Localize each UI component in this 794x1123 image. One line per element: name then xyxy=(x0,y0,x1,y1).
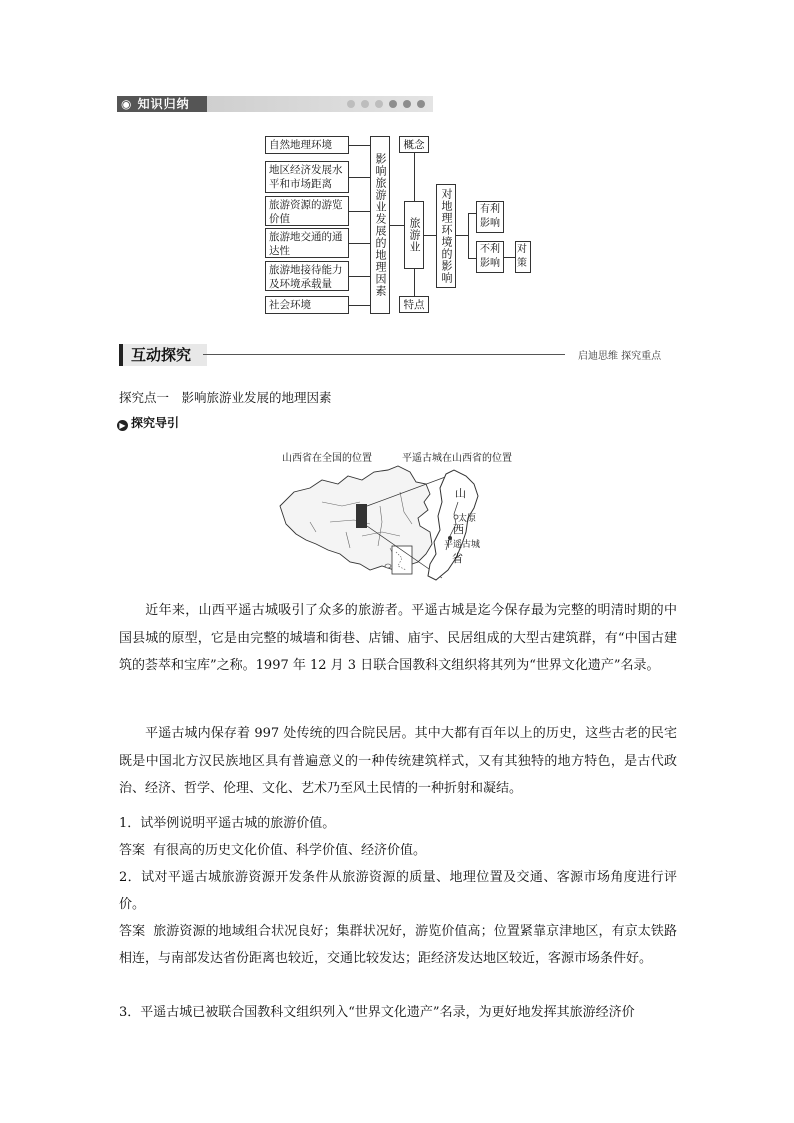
answer-text: 有很高的历史文化价值、科学价值、经济价值。 xyxy=(153,843,427,858)
favorable-box: 有利影响 xyxy=(476,201,504,233)
banner-label: ◉ 知识归纳 xyxy=(121,97,190,111)
answer-label: 答案 xyxy=(119,924,146,939)
map-label-taiyuan: 太原 xyxy=(458,514,477,524)
factor-box: 旅游地接待能力及环境承载量 xyxy=(265,261,349,291)
measures-box: 对策 xyxy=(515,241,531,273)
section-header-tagline: 启迪思维 探究重点 xyxy=(578,351,662,362)
shanxi-highlight xyxy=(356,504,367,528)
map-figure xyxy=(270,462,500,586)
answer-label: 答案 xyxy=(119,843,146,858)
env-effect-box: 对地理环境的影响 xyxy=(436,184,456,288)
map-label-xi: 西 xyxy=(453,523,464,536)
feature-box: 特点 xyxy=(399,296,429,313)
inquiry-guide-heading xyxy=(117,414,179,431)
body-paragraph xyxy=(119,720,677,803)
influence-factors-box: 影响旅游业发展的地理因素 xyxy=(370,136,390,314)
factor-box: 地区经济发展水平和市场距离 xyxy=(265,161,349,193)
inquiry-point-title: 探究点一 影响旅游业发展的地理因素 xyxy=(119,390,332,405)
factor-box: 社会环境 xyxy=(265,296,349,314)
tourism-box: 旅游业 xyxy=(404,201,424,269)
question-2: 2．试对平遥古城旅游资源开发条件从旅游资源的质量、地理位置及交通、客源市场角度进行评价。 xyxy=(119,870,677,912)
unfavorable-box: 不利影响 xyxy=(476,241,504,273)
knowledge-summary-banner xyxy=(117,96,433,112)
banner-dots xyxy=(347,100,425,108)
paragraph-text: 近年来，山西平遥古城吸引了众多的旅游者。平遥古城是迄今保存最为完整的明清时期的中国县城的原型，它是由完整的城墙和街巷、店铺、庙宇、民居组成的大型古建筑群，有“中国古建筑的荟萃和宝库”之称。1997 年 12 月 3 日联合国教科文组织将其列为“世界文化遗产”名录。 xyxy=(119,603,677,673)
answer-text: 旅游资源的地域组合状况良好；集群状况好，游览价值高；位置紧靠京津地区，有京太铁路相连，与南部发达省份距离也较近，交通比较发达；距经济发达地区较近，客源市场条件好。 xyxy=(119,924,677,966)
section-header-rule xyxy=(203,354,565,355)
guide-label: 探究导引 xyxy=(131,416,180,430)
factor-box: 自然地理环境 xyxy=(265,136,349,154)
banner-label-text: 知识归纳 xyxy=(137,97,190,111)
answer-2 xyxy=(119,918,677,972)
map-caption-left: 山西省在全国的位置 xyxy=(282,453,372,464)
play-circle-icon: ▶ xyxy=(117,420,128,431)
map-label-pingyao: 平遥古城 xyxy=(444,540,481,550)
answer-1 xyxy=(119,837,677,864)
body-paragraph xyxy=(119,597,677,680)
concept-box: 概念 xyxy=(399,136,429,153)
factor-box: 旅游地交通的通达性 xyxy=(265,228,349,258)
paragraph-text: 平遥古城内保存着 997 处传统的四合院民居。其中大都有百年以上的历史，这些古老的民宅既是中国北方汉民族地区具有普遍意义的一种传统建筑样式，又有其独特的地方特色，是古代政治、经济、哲学、伦理、文化、艺术乃至风土民情的一种折射和凝结。 xyxy=(119,726,677,796)
question-3: 3．平遥古城已被联合国教科文组织列入“世界文化遗产”名录，为更好地发挥其旅游经济价 xyxy=(119,1005,635,1020)
section-header-title: 互动探究 xyxy=(119,344,207,366)
factor-box: 旅游资源的游览价值 xyxy=(265,196,349,226)
map-caption-right: 平遥古城在山西省的位置 xyxy=(402,453,512,464)
question-1: 1．试举例说明平遥古城的旅游价值。 xyxy=(119,816,336,831)
map-label-sheng: 省 xyxy=(452,552,463,565)
map-label-shan: 山 xyxy=(455,487,466,500)
